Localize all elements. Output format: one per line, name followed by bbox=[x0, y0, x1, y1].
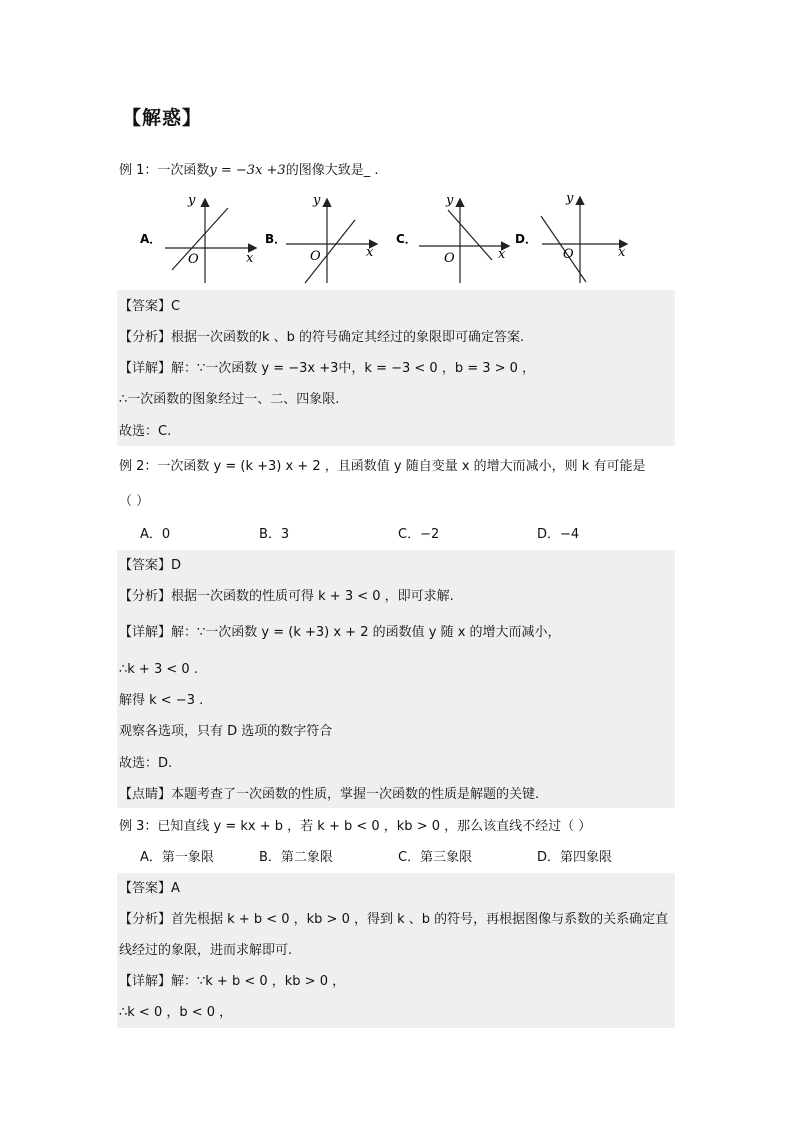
graph-b-y-label: y bbox=[313, 193, 321, 208]
graph-a-label: A． bbox=[140, 232, 162, 246]
example-2-analysis: 【分析】根据一次函数的性质可得 k + 3 < 0 ，即可求解. bbox=[119, 589, 454, 604]
example-3-option-c: C．第三象限 bbox=[398, 850, 473, 865]
example-2-choose: 故选：D. bbox=[119, 756, 173, 771]
graph-c-label: C． bbox=[396, 232, 417, 246]
graph-c-x-label: x bbox=[498, 247, 506, 262]
example-3-option-a: A．第一象限 bbox=[140, 850, 214, 865]
example-2-option-d: D．−4 bbox=[537, 527, 580, 542]
example-1-suffix: 的图像大致是_ . bbox=[285, 163, 379, 178]
example-1-analysis: 【分析】根据一次函数的k 、b 的符号确定其经过的象限即可确定答案. bbox=[119, 330, 525, 345]
example-1-detail-2: ∴一次函数的图象经过一、二、四象限. bbox=[119, 392, 340, 407]
graph-a-y-label: y bbox=[188, 193, 196, 208]
example-2-question: 例 2：一次函数 y = (k +3) x + 2 ，且函数值 y 随自变量 x 的增大而减小，则 k 有可能是 bbox=[119, 459, 646, 474]
example-2-option-b: B．3 bbox=[259, 527, 290, 542]
example-3-detail-2: ∴k < 0 ，b < 0 ， bbox=[119, 1005, 233, 1020]
graph-c-y-label: y bbox=[446, 193, 454, 208]
example-3-question: 例 3：已知直线 y = kx + b ，若 k + b < 0 ，kb > 0 ，那么该直线不经过（ ） bbox=[119, 819, 592, 834]
graph-d-x-label: x bbox=[618, 245, 626, 260]
example-1-answer: 【答案】C bbox=[119, 299, 181, 314]
graph-d-y-label: y bbox=[566, 191, 574, 206]
example-1-question bbox=[119, 162, 378, 180]
section-heading: 【解惑】 bbox=[122, 107, 203, 129]
example-3-option-b: B．第二象限 bbox=[259, 850, 333, 865]
example-2-option-a: A．0 bbox=[140, 527, 171, 542]
graph-b bbox=[265, 193, 376, 283]
example-1-function: y = −3x +3 bbox=[209, 163, 286, 178]
example-2-detail-3: 解得 k < −3 . bbox=[119, 693, 204, 708]
graph-d-origin: O bbox=[563, 247, 574, 262]
example-3-option-d: D．第四象限 bbox=[537, 850, 613, 865]
graph-b-x-label: x bbox=[366, 245, 374, 260]
graph-d-label: D． bbox=[515, 232, 537, 246]
example-2-paren: （ ） bbox=[119, 494, 150, 509]
example-2-comment: 【点睛】本题考查了一次函数的性质，掌握一次函数的性质是解题的关键. bbox=[119, 787, 540, 802]
example-2-detail-4: 观察各选项，只有 D 选项的数字符合 bbox=[119, 724, 333, 739]
example-2-detail-2: ∴k + 3 < 0 . bbox=[119, 662, 198, 677]
graph-c-origin: O bbox=[444, 251, 455, 266]
example-3-analysis-2: 线经过的象限，进而求解即可. bbox=[119, 943, 293, 958]
example-2-answer: 【答案】D bbox=[119, 558, 182, 573]
example-1-prefix: 例 1：一次函数 bbox=[119, 163, 210, 178]
graph-a-line bbox=[172, 208, 228, 270]
example-3-analysis-1: 【分析】首先根据 k + b < 0 ，kb > 0 ，得到 k 、b 的符号，再根据图像与系数的关系确定直 bbox=[119, 912, 669, 927]
example-1-graphs bbox=[130, 188, 650, 288]
graph-b-origin: O bbox=[310, 249, 321, 264]
example-2-option-c: C．−2 bbox=[398, 527, 440, 542]
example-2-detail-1: 【详解】解：∵一次函数 y = (k +3) x + 2 的函数值 y 随 x 的增大而减小， bbox=[119, 625, 561, 640]
graph-c bbox=[396, 193, 508, 283]
example-1-detail-1: 【详解】解：∵一次函数 y = −3x +3中，k = −3 < 0 ，b = 3 > 0 ， bbox=[119, 361, 536, 376]
graph-a-x-label: x bbox=[246, 251, 254, 266]
graph-a bbox=[140, 193, 255, 283]
graph-d bbox=[515, 191, 626, 283]
example-3-answer: 【答案】A bbox=[119, 881, 180, 896]
graph-a-origin: O bbox=[188, 252, 199, 267]
example-1-choose: 故选：C. bbox=[119, 424, 172, 439]
example-3-detail-1: 【详解】解：∵k + b < 0 ，kb > 0 ， bbox=[119, 974, 346, 989]
graph-b-label: B． bbox=[265, 232, 287, 246]
